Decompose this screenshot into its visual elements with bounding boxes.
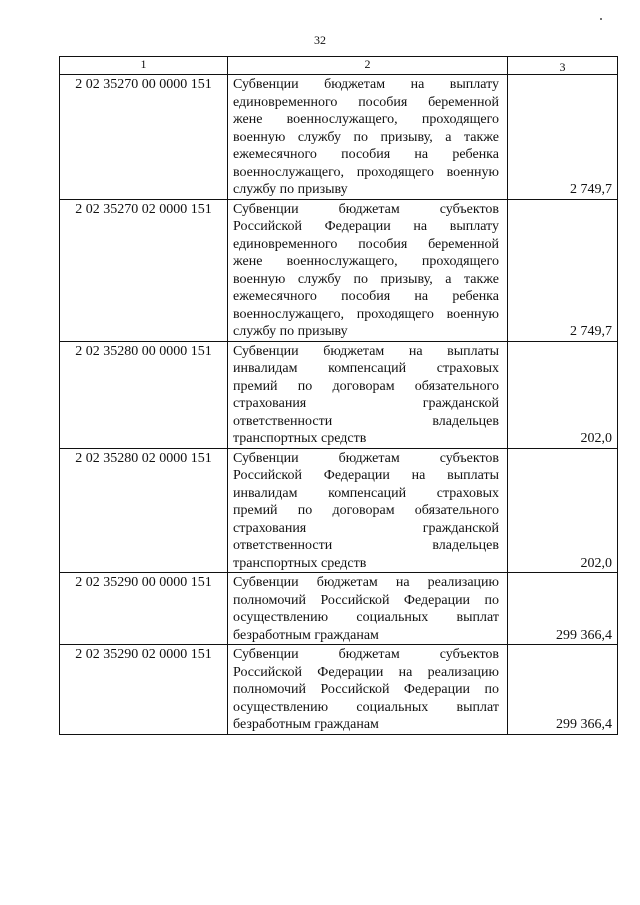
description-line: Субвенции бюджетам субъектов [233, 647, 499, 662]
description-line: военнослужащего, проходящего военную [233, 164, 499, 180]
amount-cell: 2 749,7 [508, 75, 618, 200]
description-line: ежемесячного пособия на ребенка [233, 289, 499, 304]
column-header-2: 2 [228, 57, 508, 75]
budget-code-cell: 2 02 35270 02 0000 151 [60, 199, 228, 341]
description-cell [228, 75, 508, 200]
description-line: Российской Федерации на реализацию [233, 664, 499, 680]
description-cell [228, 199, 508, 341]
amount-cell: 299 366,4 [508, 573, 618, 645]
amount-cell: 202,0 [508, 341, 618, 448]
description-line: жене военнослужащего, проходящего [233, 254, 499, 269]
description-line: Субвенции бюджетам на выплату [233, 77, 499, 92]
table-row [60, 199, 618, 341]
description-line: Субвенции бюджетам на реализацию [233, 575, 499, 590]
description-line: премий по договорам обязательного [233, 503, 499, 518]
description-line: полномочий Российской Федерации по [233, 682, 499, 697]
budget-code-cell: 2 02 35270 00 0000 151 [60, 75, 228, 200]
description-line: инвалидам компенсаций страховых [233, 485, 499, 501]
description-line: Российской Федерации на выплаты [233, 468, 499, 483]
description-line: жене военнослужащего, проходящего [233, 112, 499, 127]
budget-code-cell: 2 02 35280 02 0000 151 [60, 448, 228, 573]
budget-code-cell: 2 02 35280 00 0000 151 [60, 341, 228, 448]
table-row [60, 75, 618, 200]
budget-code-cell: 2 02 35290 00 0000 151 [60, 573, 228, 645]
description-line: инвалидам компенсаций страховых [233, 361, 499, 376]
amount-cell: 202,0 [508, 448, 618, 573]
description-line: единовременного пособия беременной [233, 94, 499, 110]
description-line: безработным гражданам [233, 627, 379, 643]
table-row [60, 341, 618, 448]
description-line: ответственности владельцев [233, 413, 499, 429]
table-row [60, 645, 618, 735]
budget-table [59, 56, 618, 735]
description-line: военную службу по призыву, а также [233, 271, 499, 287]
description-line: осуществлению социальных выплат [233, 610, 499, 625]
description-line: страхования гражданской [233, 520, 499, 536]
description-line: Субвенции бюджетам на выплаты [233, 343, 499, 359]
column-header-3: 3 [508, 57, 618, 75]
description-line: транспортных средств [233, 555, 367, 571]
description-line: осуществлению социальных выплат [233, 699, 499, 715]
description-line: военную службу по призыву, а также [233, 129, 499, 145]
description-cell [228, 448, 508, 573]
scan-speck [600, 18, 602, 20]
description-line: страхования гражданской [233, 396, 499, 411]
description-line: службу по призыву [233, 324, 348, 339]
description-cell [228, 341, 508, 448]
description-line: службу по призыву [233, 182, 348, 197]
description-line: ответственности владельцев [233, 538, 499, 553]
description-line: единовременного пособия беременной [233, 236, 499, 252]
description-line: полномочий Российской Федерации по [233, 592, 499, 608]
description-line: Российской Федерации на выплату [233, 219, 499, 234]
amount-cell: 299 366,4 [508, 645, 618, 735]
amount-cell: 2 749,7 [508, 199, 618, 341]
column-header-1: 1 [60, 57, 228, 75]
description-cell [228, 573, 508, 645]
description-line: премий по договорам обязательного [233, 378, 499, 394]
description-line: военнослужащего, проходящего военную [233, 306, 499, 322]
description-line: транспортных средств [233, 431, 367, 446]
page-number: 32 [314, 33, 326, 47]
description-line: Субвенции бюджетам субъектов [233, 201, 499, 217]
description-line: Субвенции бюджетам субъектов [233, 450, 499, 466]
description-line: ежемесячного пособия на ребенка [233, 147, 499, 162]
table-body [60, 75, 618, 735]
description-line: безработным гражданам [233, 717, 379, 732]
table-header-row [60, 57, 618, 75]
table-row [60, 573, 618, 645]
table-row [60, 448, 618, 573]
description-cell [228, 645, 508, 735]
budget-code-cell: 2 02 35290 02 0000 151 [60, 645, 228, 735]
